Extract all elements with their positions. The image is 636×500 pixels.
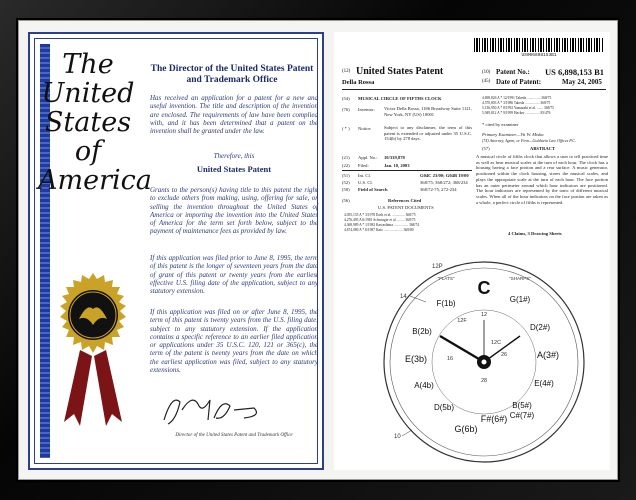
field-value: 368/72-75, 272-234 [420, 187, 457, 192]
inner-label: 16 [446, 356, 454, 362]
inventor-label: Inventor: [358, 107, 375, 112]
reference-entry: 4,368,989 A * 1/1983 Kawashima ................ 368/74 [344, 223, 420, 227]
field-code: (54) [342, 96, 350, 101]
examiner-note: * cited by examiner [482, 122, 519, 127]
attorney: (74) Attorney, Agent, or Firm—Goldstein Law Offices P.C. [482, 138, 576, 143]
uscl-value: 368/75; 368/272; 368/234 [420, 180, 468, 185]
ref-numeral: 14 [400, 294, 407, 300]
reference-entry: 4,055,135 A * 3/1978 Earls et al. .............. 368/75 [344, 213, 416, 217]
field-code: ( * ) [342, 126, 350, 131]
hour-label: B(2b) [412, 327, 432, 336]
field-code: (22) [342, 163, 350, 168]
field-code: (51) [342, 173, 350, 178]
term-paragraph-1: If this application was filed prior to June 8, 1995, the term of this patent is the longer of seventeen years from the date of grant of this patent or twenty years from the earliest effective U.S. filing date of the application, subject to any statutory extension. [150, 254, 318, 296]
field-code: (10) [482, 70, 491, 75]
clock-face-drawing [380, 258, 588, 466]
appl-number: 10/339,878 [384, 155, 405, 160]
hour-label: G(1#) [509, 295, 531, 304]
reference-entry: 4,674,080 A * 6/1987 Kato ..................... 368/80 [344, 228, 414, 232]
ref-numeral: 10 [394, 434, 401, 440]
field-code: (45) [482, 79, 491, 84]
abstract-heading: ABSTRACT [530, 146, 556, 151]
hour-label: E(4#) [534, 379, 554, 388]
uscl-label: U.S. Cl. [358, 180, 373, 185]
flats-label: "FLATS" [437, 276, 455, 281]
heading-line: America [38, 165, 152, 196]
field-code: (21) [342, 155, 350, 160]
therefore-line: Therefore, this [213, 152, 255, 160]
primary-examiner: Primary Examiner—Vit W. Miska [482, 132, 544, 137]
inventor-short: Della Rossa [342, 79, 375, 86]
field-label: Field of Search [358, 187, 388, 192]
notice-label: Notice: [358, 126, 372, 131]
inner-label: 26 [500, 352, 508, 358]
patent-heading: United States Patent [196, 164, 272, 174]
patent-no-label: Patent No.: [496, 68, 530, 76]
appl-label: Appl. No.: [358, 155, 378, 160]
barcode-icon [474, 38, 604, 52]
reference-entry: 4,698,826 A * 12/1991 Takeda ............... 368/75 [482, 96, 552, 100]
certificate-heading [38, 49, 152, 196]
refs-heading: References Cited [388, 198, 422, 203]
reference-entry: 4,570,803 A * 3/1986 Takeda ................ 368/75 [482, 101, 551, 105]
hour-label: C [477, 278, 491, 298]
intcl-value: G04C 23/00; G04B 19/00 [420, 173, 469, 178]
inner-label: 28 [480, 378, 488, 384]
hour-label: D(2#) [529, 323, 551, 332]
hour-label: G(6b) [454, 424, 478, 434]
director-title: The Director of the United States Patent and Trademark Office [150, 64, 314, 85]
claims-line: 4 Claims, 3 Drawing Sheets [508, 231, 562, 236]
gold-seal-icon [50, 272, 136, 358]
heading-line: of [74, 136, 102, 167]
filed-date: Jan. 10, 2003 [384, 163, 410, 168]
term-paragraph-2: If this application was filed on or after June 8, 1995, the term of this patent is twenty years from the U.S. filing date, subject to any statutory extension. If the application contains a specific reference to an earlier filed application or applications under 35 U.S.C. 120, 121 or 365(c), the term of the patent is twenty years from the date on which the earliest application was filed, subject to any statutory extensions. [150, 308, 318, 375]
hour-label: F(1b) [436, 299, 456, 308]
patent-title: United States Patent [356, 66, 444, 77]
grant-paragraph: Grants to the person(s) having title to this patent the right to exclude others from making, using, offering for sale, or selling the invention throughout the United States of America or importing the invention into the United States of America for the term set forth below, subject to the payment of maintenance fees as provided by law. [150, 186, 318, 236]
field-code: (58) [342, 187, 350, 192]
signature-caption: Director of the United States Patent and Trademark Office [175, 433, 293, 438]
hour-label: D(5b) [433, 403, 455, 412]
hour-label: A(4b) [414, 381, 434, 390]
field-code: (12) [342, 69, 351, 74]
ribbon-icon [58, 350, 128, 430]
field-code: (76) [342, 107, 350, 112]
barcode-number: US006898153B1 [521, 53, 557, 58]
heading-line: United [41, 78, 135, 109]
sharps-label: "SHARPS" [509, 276, 531, 281]
inventor-text: Victor Della Rossa, 1186 Broadway Suite 1121, New York, NY (US) 10001 [384, 106, 472, 117]
patent-date: May 24, 2005 [562, 78, 602, 86]
field-code: (56) [342, 198, 350, 203]
heading-line: The [62, 49, 114, 80]
notice-text: Subject to any disclaimer, the term of this patent is extended or adjusted under 35 U.S.C. 154(b) by 278 days. [384, 125, 472, 142]
divider [342, 170, 472, 171]
field-code: (52) [342, 180, 350, 185]
refs-subheading: U.S. PATENT DOCUMENTS [378, 205, 434, 210]
inner-label: 12C [490, 340, 502, 346]
header-divider [342, 89, 606, 90]
invention-title: MUSICAL CIRCLE OF FIFTHS CLOCK [358, 96, 442, 101]
reference-entry: 5,136,950 A * 8/1992 Yamazaki et al. ....... 368/75 [482, 106, 554, 110]
patent-number: US 6,898,153 B1 [545, 67, 605, 77]
reference-entry: 4,276,495 A 6/1981 Schwinger et al. ........ 368/75 [344, 218, 416, 222]
date-label: Date of Patent: [496, 78, 542, 86]
filed-label: Filed: [358, 163, 369, 168]
intcl-label: Int. Cl. [358, 173, 371, 178]
ref-numeral: 12P [432, 264, 443, 270]
director-signature [158, 390, 278, 430]
hour-label: C#(7#) [509, 411, 535, 420]
heading-line: States [44, 107, 132, 138]
field-code: (57) [482, 146, 490, 151]
intro-paragraph: Has received an application for a patent for a new and useful invention. The title and description of the invention are enclosed. The requirements of law have been complied with, and it has been determined that a patent on the invention shall be granted under the law. [150, 94, 318, 136]
hour-label: F#(6#) [480, 414, 508, 424]
inner-label: 12F [457, 318, 467, 324]
hour-label: E(3b) [404, 354, 428, 364]
hour-label: B(5#) [512, 401, 532, 410]
abstract-text: A musical circle of fifths clock that allows a user to tell practiced time as well as hear musical scales at the turn of each hour. The clock has a housing having a face portion and a rear surface. A music generator, positioned within the clock housing, stores the musical scales, and plays the appropriate scale at the turn of each hour. The face portion has an outer perimeter around which hour indicators are positioned. The hour indicators are represented by the tonic of different musical scales. When all of the hour indicators on the face portion are taken as a whole, a perfect circle of fifths is represented. [476, 154, 608, 205]
reference-entry: 5,949,812 A * 9/1999 Hacker ................ 83/476 [482, 111, 551, 115]
hour-label: A(3#) [536, 350, 560, 360]
inner-label: 12 [480, 312, 488, 318]
